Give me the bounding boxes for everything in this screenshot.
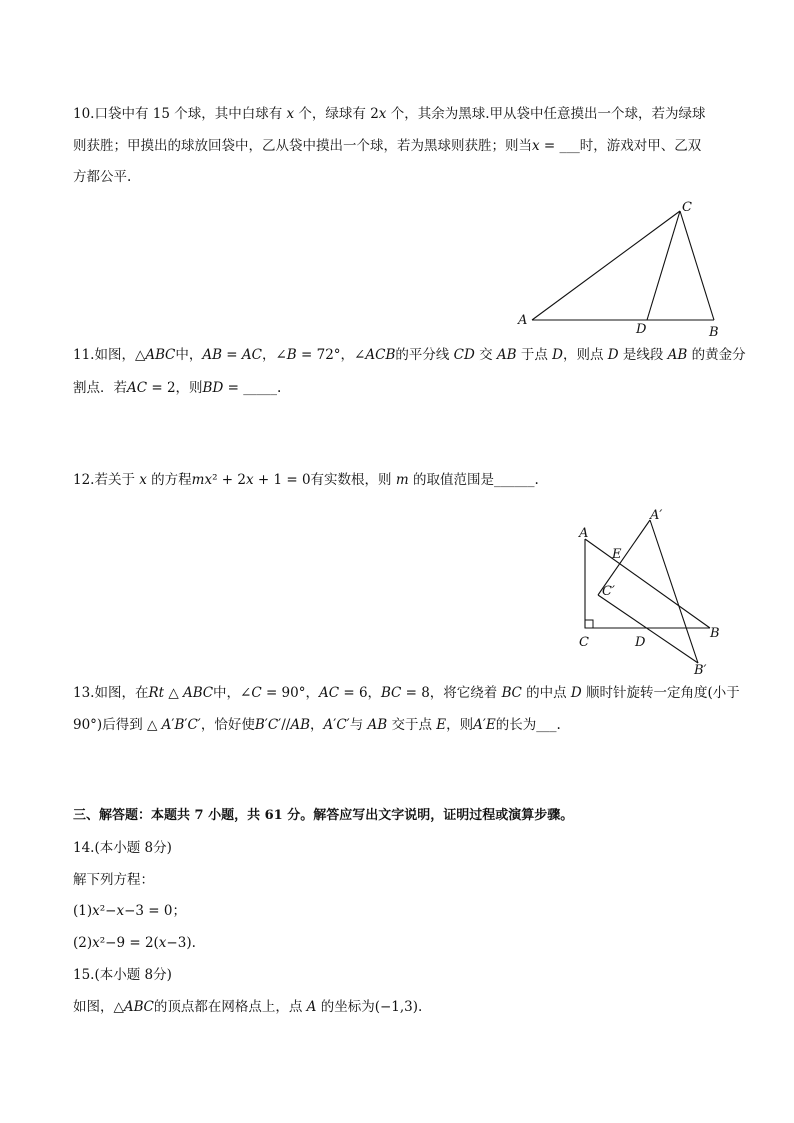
segment-bc <box>680 211 714 320</box>
q13-line-2: 90°)后得到 △ 𝐴′𝐵′𝐶′，恰好使𝐵′𝐶′//𝐴𝐵，𝐴′𝐶′与 𝐴𝐵 交于点 𝐸，则𝐴′𝐸的长为___. <box>73 717 561 733</box>
q14-equation-1: (1)𝑥²−𝑥−3 = 0； <box>73 903 186 919</box>
label-e: E <box>612 547 622 562</box>
label-c: C <box>682 200 692 215</box>
label-c: C <box>579 635 589 650</box>
label-d: D <box>635 635 646 650</box>
label-a-prime: A′ <box>650 508 663 523</box>
q14-prompt: 解下列方程： <box>73 872 154 888</box>
q15-prompt: 如图，△𝐴𝐵𝐶的顶点都在网格点上，点 𝐴 的坐标为(−1,3). <box>73 999 423 1015</box>
label-b: B <box>709 325 719 340</box>
label-a: A <box>579 526 589 541</box>
q11-line-2: 割点．若𝐴𝐶 = 2，则𝐵𝐷 = _____. <box>73 380 282 396</box>
q10-line-1: 10.口袋中有 15 个球，其中白球有 𝑥 个，绿球有 2𝑥 个，其余为黑球.甲从袋中任意摸出一个球，若为绿球 <box>73 106 706 122</box>
section-3-heading: 三、解答题：本题共 7 小题，共 61 分。解答应写出文字说明，证明过程或演算步骤。 <box>73 808 574 823</box>
q10-line-3: 方都公平. <box>73 169 132 185</box>
figure-rotated-triangle <box>565 500 730 680</box>
segment-c1b1 <box>598 595 698 663</box>
segment-ac <box>532 211 680 320</box>
q11-line-1: 11.如图，△𝐴𝐵𝐶中，𝐴𝐵 = 𝐴𝐶，∠𝐵 = 72°，∠𝐴𝐶𝐵的平分线 𝐶𝐷 交 𝐴𝐵 于点 𝐷，则点 𝐷 是线段 𝐴𝐵 的黄金分 <box>73 347 746 363</box>
segment-a1b1 <box>650 520 698 663</box>
label-a: A <box>518 313 528 328</box>
label-b: B <box>710 626 720 641</box>
q12-line-1: 12.若关于 𝑥 的方程𝑚𝑥² + 2𝑥 + 1 = 0有实数根，则 𝑚 的取值范围是______. <box>73 472 539 488</box>
segment-cd <box>647 211 680 320</box>
q14-equation-2: (2)𝑥²−9 = 2(𝑥−3). <box>73 935 196 951</box>
right-angle-mark <box>585 620 593 628</box>
q15-title: 15.(本小题 8分) <box>73 967 172 983</box>
label-b-prime: B′ <box>694 663 707 678</box>
label-d: D <box>636 322 647 337</box>
q13-line-1: 13.如图，在𝑅𝑡 △ 𝐴𝐵𝐶中，∠𝐶 = 90°，𝐴𝐶 = 6，𝐵𝐶 = 8，将它绕着 𝐵𝐶 的中点 𝐷 顺时针旋转一定角度(小于 <box>73 685 740 701</box>
q14-title: 14.(本小题 8分) <box>73 840 172 856</box>
figure-triangle-abcd <box>510 196 725 341</box>
q10-line-2: 则获胜；甲摸出的球放回袋中，乙从袋中摸出一个球，若为黑球则获胜；则当𝑥 = ___时，游戏对甲、乙双 <box>73 138 702 154</box>
label-c-prime: C′ <box>602 584 615 599</box>
